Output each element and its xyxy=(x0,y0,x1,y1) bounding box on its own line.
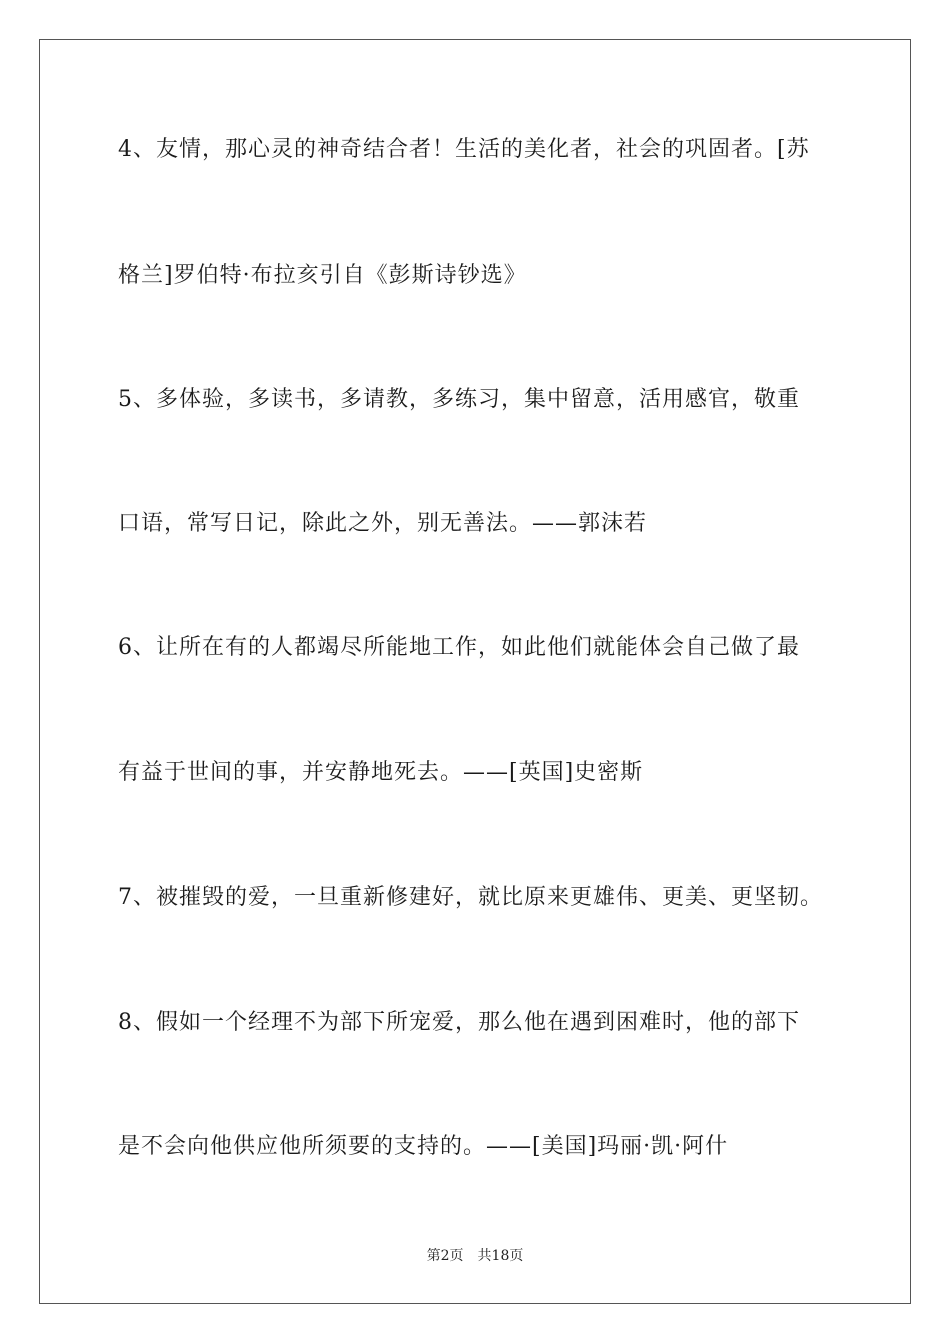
page-footer xyxy=(0,1246,950,1266)
text-line-2: 格兰]罗伯特·布拉亥引自《彭斯诗钞选》 xyxy=(118,263,527,288)
text-line-1: 4、友情，那心灵的神奇结合者！生活的美化者，社会的巩固者。[苏 xyxy=(118,137,810,162)
page-border xyxy=(39,39,911,1304)
text-line-5: 6、让所在有的人都竭尽所能地工作，如此他们就能体会自己做了最 xyxy=(118,635,800,660)
text-line-9: 是不会向他供应他所须要的支持的。——[美国]玛丽·凯·阿什 xyxy=(118,1134,729,1159)
text-line-8: 8、假如一个经理不为部下所宠爱，那么他在遇到困难时，他的部下 xyxy=(118,1010,800,1035)
page-total: 共18页 xyxy=(477,1248,524,1264)
text-line-6: 有益于世间的事，并安静地死去。——[英国]史密斯 xyxy=(118,760,644,785)
text-line-4: 口语，常写日记，除此之外，别无善法。——郭沫若 xyxy=(118,511,648,536)
text-line-3: 5、多体验，多读书，多请教，多练习，集中留意，活用感官，敬重 xyxy=(118,387,800,412)
page-number: 第2页 xyxy=(426,1248,464,1264)
text-line-7: 7、被摧毁的爱，一旦重新修建好，就比原来更雄伟、更美、更坚韧。 xyxy=(118,885,823,910)
